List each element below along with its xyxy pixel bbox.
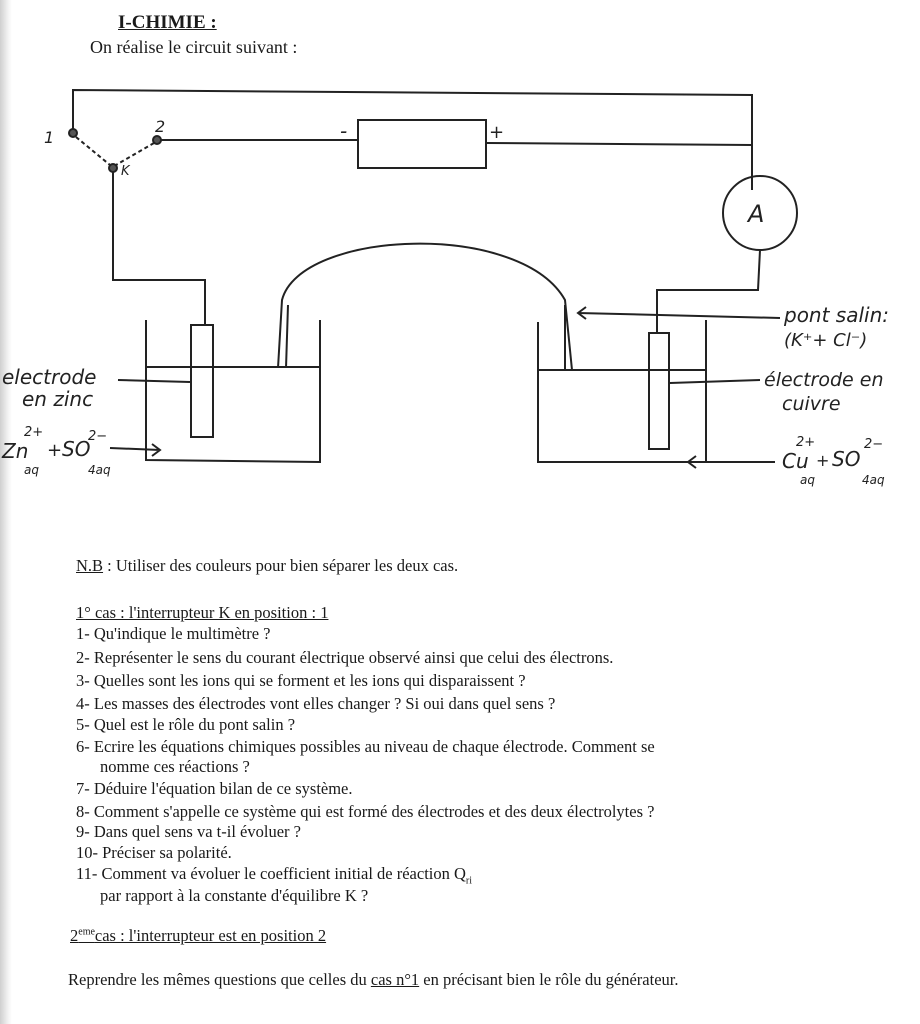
switch-dash-2	[116, 143, 154, 165]
right-ion-so4-sub: 4aq	[862, 473, 885, 487]
case1-question-10: 10- Préciser sa polarité.	[76, 843, 232, 862]
switch-terminal-1	[69, 129, 77, 137]
salt-bridge-outer	[278, 244, 572, 370]
copper-electrode	[649, 333, 669, 449]
salt-bridge-inner	[286, 305, 288, 368]
case2-heading-rest: cas : l'interrupteur est en position 2	[94, 926, 327, 945]
section-title: I-CHIMIE :	[118, 12, 217, 33]
switch-pivot-k	[109, 164, 117, 172]
arrow-salt-bridge	[578, 307, 780, 319]
right-ion-cu-charge: 2+	[796, 435, 816, 450]
circuit-diagram	[0, 0, 920, 500]
case1-question-3: 3- Quelles sont les ions qui se forment et les ions qui disparaissent ?	[76, 671, 526, 690]
arrow-electrode-copper	[670, 380, 760, 383]
case2-heading	[70, 926, 326, 946]
wire-generator-right	[487, 143, 752, 145]
right-ion-so4: SO	[832, 447, 861, 471]
label-copper-electrode-1: électrode en	[764, 369, 884, 391]
intro-text: On réalise le circuit suivant :	[90, 37, 298, 57]
right-ion-cu-sub: aq	[800, 473, 815, 487]
generator-minus: -	[340, 119, 348, 143]
arrow-electrode-zinc	[118, 380, 190, 382]
case2-link-cas1: cas n°1	[370, 970, 420, 989]
case1-question-1: 1- Qu'indique le multimètre ?	[76, 624, 271, 643]
arrow-solution-left	[110, 444, 160, 456]
right-ion-cu: Cu	[782, 449, 809, 473]
left-ion-so4-charge: 2−	[88, 429, 108, 444]
nb-text: : Utiliser des couleurs pour bien séparer les deux cas.	[103, 556, 459, 575]
beaker-left	[146, 320, 320, 462]
case1-heading: 1° cas : l'interrupteur K en position : 1	[76, 603, 329, 622]
case1-question-6b: nomme ces réactions ?	[100, 757, 250, 776]
case2-heading-num: 2	[70, 926, 79, 945]
case1-question-11a	[76, 864, 472, 886]
nb-note	[76, 556, 458, 576]
right-ion-so4-charge: 2−	[864, 437, 884, 452]
case1-question-4: 4- Les masses des électrodes vont elles changer ? Si oui dans quel sens ?	[76, 694, 556, 713]
case1-question-7: 7- Déduire l'équation bilan de ce système.	[76, 779, 353, 798]
switch-dash-1	[76, 137, 110, 165]
left-plus: +	[47, 440, 63, 461]
case2-text-after: en précisant bien le rôle du générateur.	[419, 970, 679, 989]
switch-label-k: K	[121, 164, 130, 179]
arrow-solution-right	[688, 456, 775, 468]
wire-left-down	[113, 172, 205, 325]
switch-terminal-2	[153, 136, 161, 144]
label-copper-electrode-2: cuivre	[782, 393, 841, 415]
label-zinc-electrode-1: electrode	[2, 365, 97, 389]
left-ion-so4: SO	[62, 437, 91, 461]
wire-ammeter-down	[657, 250, 760, 333]
label-zinc-electrode-2: en zinc	[22, 387, 94, 411]
right-plus: +	[816, 451, 830, 470]
label-salt-bridge-2: (K⁺+ Cl⁻)	[784, 330, 868, 351]
generator-plus: +	[489, 122, 505, 143]
switch-label-2: 2	[155, 117, 166, 136]
case1-question-6a: 6- Ecrire les équations chimiques possibles au niveau de chaque électrode. Comment se	[76, 737, 655, 756]
case1-question-2: 2- Représenter le sens du courant électrique observé ainsi que celui des électrons.	[76, 648, 614, 667]
case2-text-before: Reprendre les mêmes questions que celles du	[68, 970, 371, 989]
left-ion-zn: Zn	[2, 439, 29, 463]
left-ion-zn-charge: 2+	[24, 425, 44, 440]
left-ion-zn-sub: aq	[24, 463, 39, 477]
ammeter-label: A	[748, 200, 765, 228]
case1-question-9: 9- Dans quel sens va t-il évoluer ?	[76, 822, 301, 841]
case1-question-8: 8- Comment s'appelle ce système qui est formé des électrodes et des deux électrolytes ?	[76, 802, 655, 821]
case2-heading-sup: eme	[78, 926, 95, 938]
case1-question-5: 5- Quel est le rôle du pont salin ?	[76, 715, 296, 734]
case1-question-11a-text: 11- Comment va évoluer le coefficient initial de réaction Q	[76, 864, 466, 883]
left-ion-so4-sub: 4aq	[88, 463, 111, 477]
case1-question-11b: par rapport à la constante d'équilibre K ?	[100, 886, 369, 905]
switch-label-1: 1	[44, 128, 55, 147]
zinc-electrode	[191, 325, 213, 437]
qri-subscript: ri	[465, 875, 473, 887]
label-salt-bridge-1: pont salin:	[784, 303, 890, 327]
generator	[358, 120, 486, 168]
case2-instruction	[68, 970, 678, 990]
nb-label: N.B	[76, 556, 104, 575]
beaker-right	[538, 320, 706, 462]
